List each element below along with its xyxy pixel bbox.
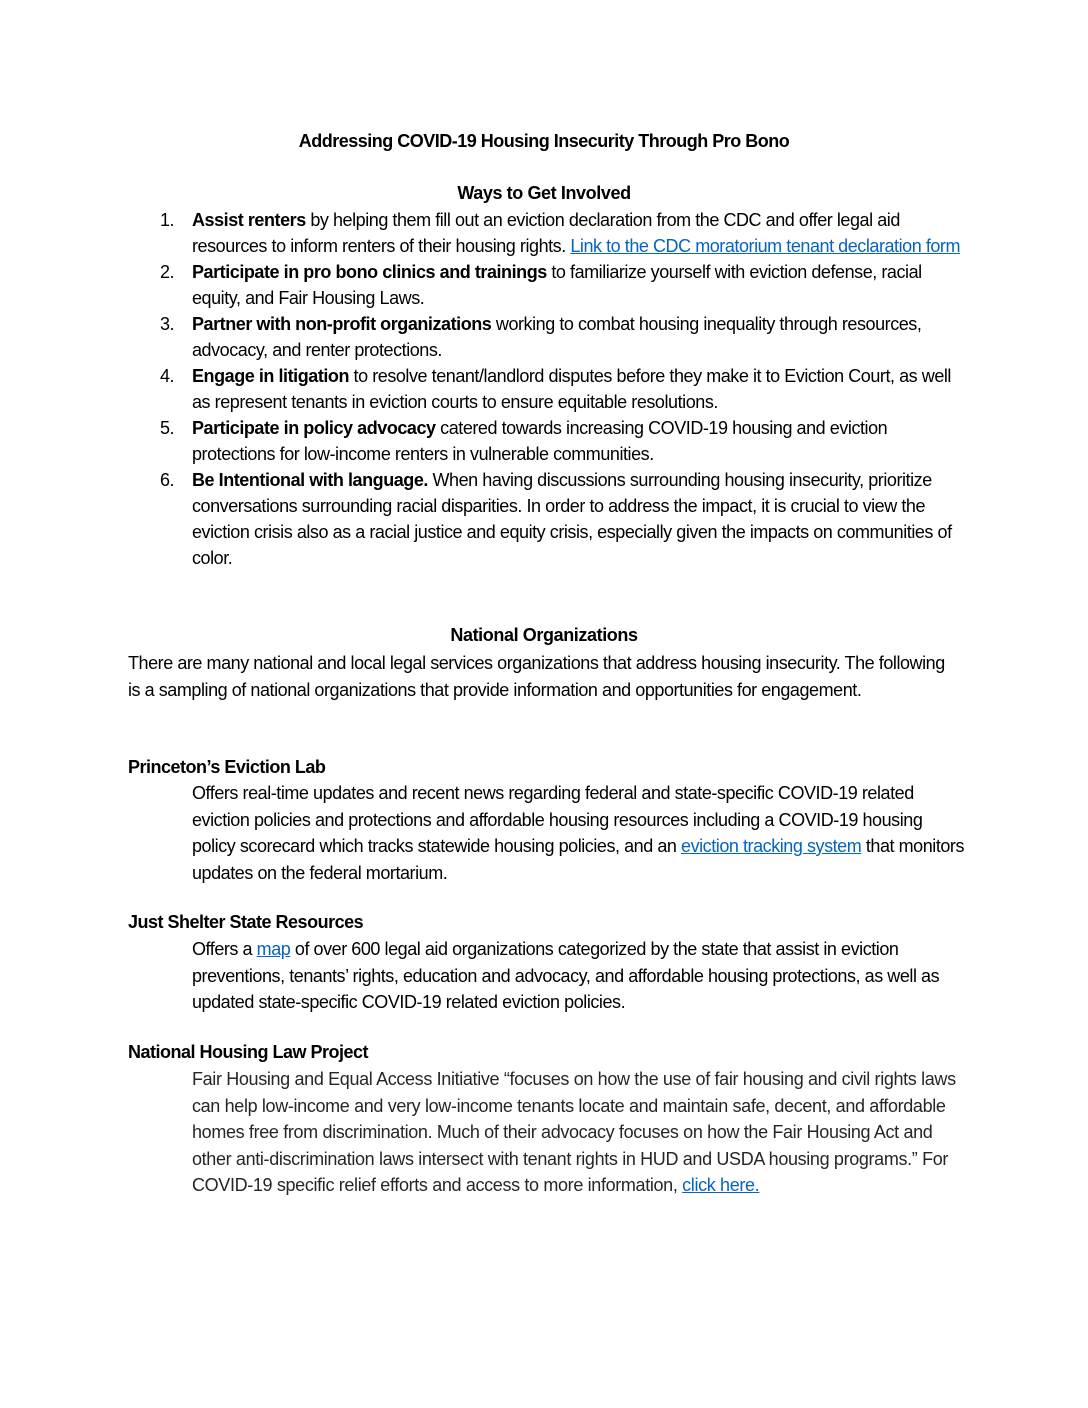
national-intro: There are many national and local legal services organizations that address housing insecurity. The following is a sampling of national organizations that provide information and opportunities for engagement.	[128, 653, 945, 700]
org-desc-just-shelter: Offers a map of over 600 legal aid organizations categorized by the state that assist in eviction preventions, tenants’ rights, education and advocacy, and affordable housing protections, as well as updated state-specific COVID-19 related eviction policies.	[192, 939, 940, 1012]
org-name-just-shelter: Just Shelter State Resources	[128, 912, 364, 932]
list-item: 5. Participate in policy advocacy catered towards increasing COVID-19 housing and eviction protections for low-income renters in vulnerable communities.	[160, 418, 888, 464]
list-item: 4. Engage in litigation to resolve tenant/landlord disputes before they make it to Eviction Court, as well as represent tenants in eviction courts to ensure equitable resolutions.	[160, 366, 951, 412]
list-item: 6. Be Intentional with language. When having discussions surrounding housing insecurity, prioritize conversations surrounding racial disparities. In order to address the impact, it is crucial to view the eviction crisis also as a racial justice and equity crisis, especially given the impacts on communities of color.	[160, 470, 952, 568]
cdc-declaration-link[interactable]: Link to the CDC moratorium tenant declaration form	[570, 236, 961, 256]
click-here-link[interactable]: click here.	[682, 1175, 760, 1195]
list-item: 2. Participate in pro bono clinics and trainings to familiarize yourself with eviction defense, racial equity, and Fair Housing Laws.	[160, 262, 922, 308]
list-item: 3. Partner with non-profit organizations working to combat housing inequality through resources, advocacy, and renter protections.	[160, 314, 922, 360]
org-name-eviction-lab: Princeton’s Eviction Lab	[128, 757, 326, 777]
document-title: Addressing COVID-19 Housing Insecurity Through Pro Bono	[298, 131, 790, 151]
org-name-nhlp: National Housing Law Project	[128, 1042, 369, 1062]
ways-heading: Ways to Get Involved	[457, 183, 631, 203]
org-desc-nhlp: Fair Housing and Equal Access Initiative “focuses on how the use of fair housing and civil rights laws can help low-income and very low-income tenants locate and maintain safe, decent, and affordable homes free from discrimination. Much of their advocacy focuses on how the Fair Housing Act and other anti-discrimination laws intersect with tenant rights in HUD and USDA housing programs.” For COVID-19 specific relief efforts and access to more information, click here.	[192, 1069, 956, 1195]
map-link[interactable]: map	[256, 939, 291, 959]
ways-list	[160, 207, 970, 571]
national-organizations-heading: National Organizations	[450, 625, 638, 645]
org-desc-eviction-lab: Offers real-time updates and recent news regarding federal and state-specific COVID-19 related eviction policies and protections and affordable housing resources including a COVID-19 housing policy scorecard which tracks statewide housing policies, and an eviction tracking system that monitors updates on the federal mortarium.	[192, 783, 965, 883]
eviction-tracking-link[interactable]: eviction tracking system	[681, 836, 862, 856]
list-item: 1. Assist renters by helping them fill out an eviction declaration from the CDC and offer legal aid resources to inform renters of their housing rights. Link to the CDC moratorium tenant declaration form	[160, 210, 961, 256]
